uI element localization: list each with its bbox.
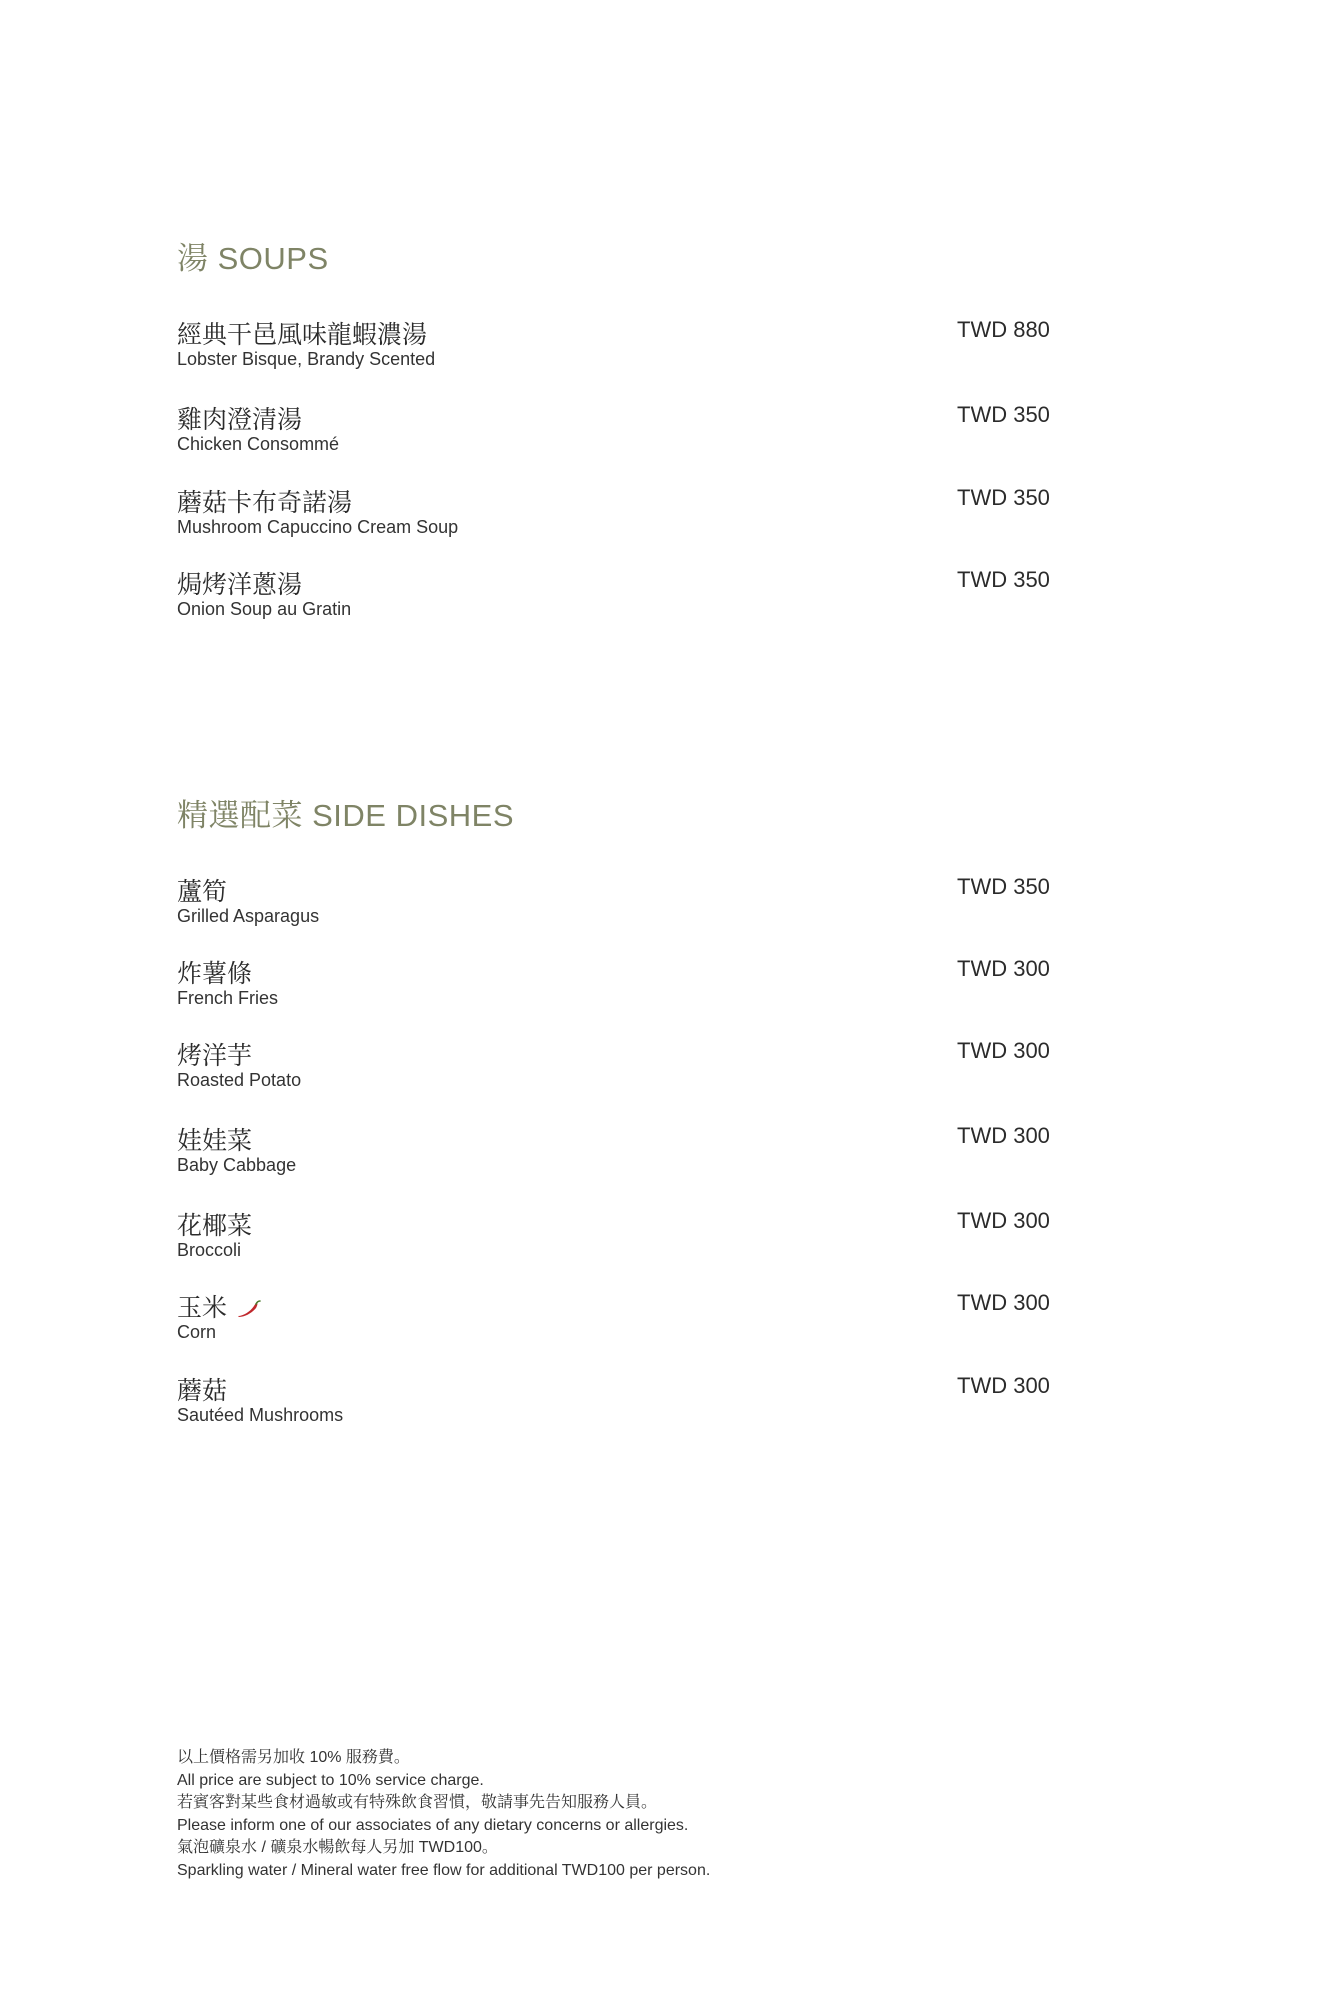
item-name-en: Corn: [177, 1322, 217, 1342]
chili-pepper-icon: [235, 1299, 261, 1319]
allergy-note-en: Please inform one of our associates of any dietary concerns or allergies.: [177, 1816, 689, 1834]
item-name-en: Roasted Potato: [177, 1070, 302, 1090]
item-price: TWD 300: [957, 1373, 1050, 1398]
menu-item: [177, 954, 1057, 1014]
item-price: TWD 350: [957, 402, 1050, 427]
menu-item: [177, 872, 1057, 932]
item-name-zh: 娃娃菜: [177, 1127, 253, 1155]
service-charge-note-zh: 以上價格需另加收 10% 服務費。: [177, 1749, 410, 1766]
menu-item: [177, 1206, 1057, 1266]
item-price: TWD 880: [957, 317, 1050, 342]
soups-section-title: 湯 SOUPS: [177, 241, 329, 276]
item-name-en: Chicken Consommé: [177, 434, 340, 454]
item-name-en: Broccoli: [177, 1240, 242, 1260]
item-name-zh: 烤洋芋: [177, 1042, 253, 1070]
item-price: TWD 300: [957, 1123, 1050, 1148]
item-name-zh-wrapper: [177, 1288, 261, 1324]
item-name-en: French Fries: [177, 988, 279, 1008]
menu-item: [177, 565, 1057, 625]
menu-item: [177, 483, 1057, 543]
side-dishes-section-title: 精選配菜 SIDE DISHES: [177, 798, 514, 833]
item-price: TWD 300: [957, 1208, 1050, 1233]
item-name-zh: 蘆筍: [177, 878, 228, 906]
menu-item: [177, 1288, 1057, 1348]
footer-notes: [177, 1747, 1077, 1882]
item-name-zh: 焗烤洋蔥湯: [177, 571, 303, 599]
item-price: TWD 300: [957, 956, 1050, 981]
item-name-en: Baby Cabbage: [177, 1155, 297, 1175]
menu-item: [177, 1036, 1057, 1096]
item-price: TWD 300: [957, 1038, 1050, 1063]
water-note-en: Sparkling water / Mineral water free flow for additional TWD100 per person.: [177, 1861, 711, 1879]
item-name-zh: 雞肉澄清湯: [177, 406, 303, 434]
menu-item: [177, 1121, 1057, 1181]
menu-item: [177, 315, 1057, 375]
item-name-zh: 玉米: [177, 1294, 228, 1322]
item-name-zh: 炸薯條: [177, 960, 253, 988]
item-price: TWD 300: [957, 1290, 1050, 1315]
item-name-en: Onion Soup au Gratin: [177, 599, 352, 619]
item-name-zh: 蘑菇: [177, 1377, 228, 1405]
item-name-zh: 經典干邑風味龍蝦濃湯: [177, 321, 428, 349]
menu-item: [177, 400, 1057, 460]
service-charge-note-en: All price are subject to 10% service charge.: [177, 1771, 484, 1789]
allergy-note-zh: 若賓客對某些食材過敏或有特殊飲食習慣，敬請事先告知服務人員。: [177, 1794, 658, 1811]
item-name-zh: 花椰菜: [177, 1212, 253, 1240]
menu-item: [177, 1371, 1057, 1431]
item-name-en: Sautéed Mushrooms: [177, 1405, 344, 1425]
item-price: TWD 350: [957, 485, 1050, 510]
water-note-zh: 氣泡礦泉水 / 礦泉水暢飲每人另加 TWD100。: [177, 1839, 498, 1856]
item-name-en: Lobster Bisque, Brandy Scented: [177, 349, 436, 369]
item-name-en: Mushroom Capuccino Cream Soup: [177, 517, 459, 537]
item-name-en: Grilled Asparagus: [177, 906, 320, 926]
item-price: TWD 350: [957, 567, 1050, 592]
item-name-zh: 蘑菇卡布奇諾湯: [177, 489, 353, 517]
item-price: TWD 350: [957, 874, 1050, 899]
